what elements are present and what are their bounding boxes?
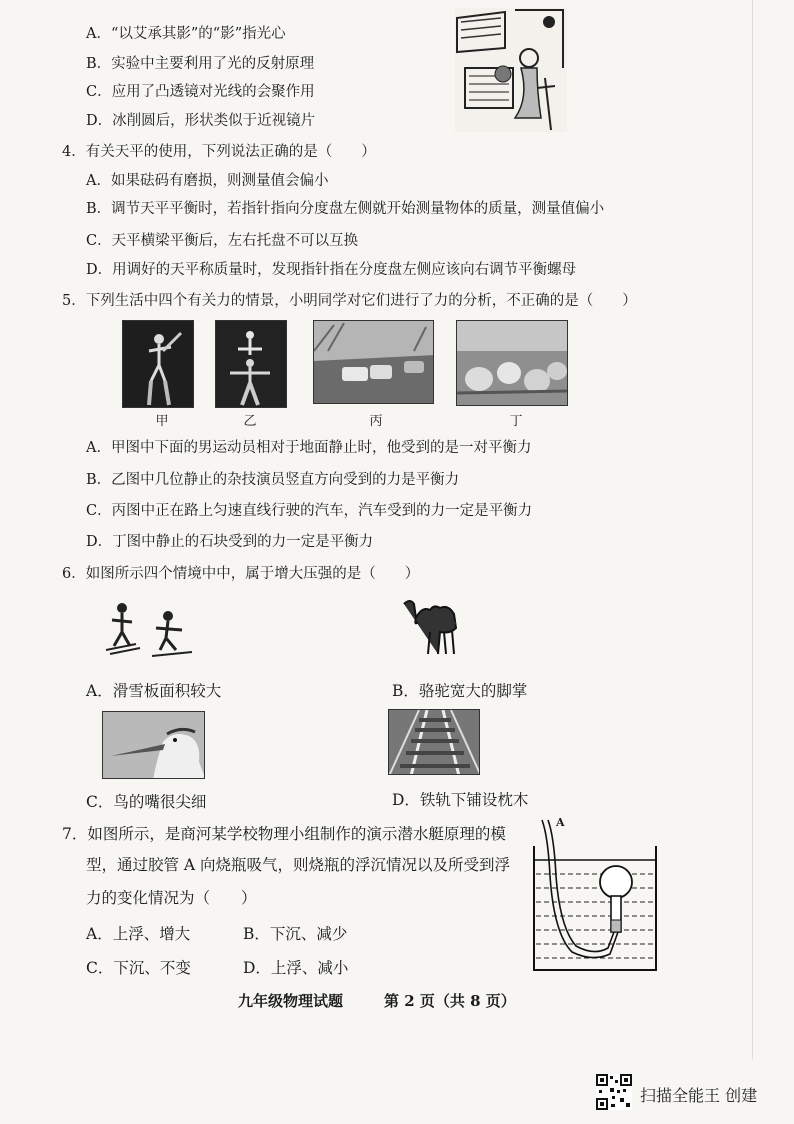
railway-sleepers-photo (388, 709, 480, 775)
q6-option-c: C．鸟的嘴很尖细 (86, 793, 207, 811)
caption-bing: 丙 (369, 414, 383, 429)
q6-option-a: A．滑雪板面积较大 (86, 682, 222, 700)
q7-option-b: B．下沉、减少 (243, 925, 348, 943)
stones-field-photo (456, 320, 568, 406)
heron-beak-photo (102, 711, 205, 779)
q7-option-d: D．上浮、减小 (243, 959, 349, 977)
footer-subject: 九年级物理试题 (238, 992, 344, 1010)
q7-option-c: C．下沉、不变 (86, 959, 191, 977)
q4-option-b: B．调节天平平衡时，若指针指向分度盘左侧就开始测量物体的质量，测量值偏小 (86, 201, 605, 217)
skiers-image (104, 600, 196, 660)
submarine-model-diagram (532, 816, 660, 974)
q3-option-b: B．实验中主要利用了光的反射原理 (86, 56, 315, 72)
q3-option-d: D．冰削圆后，形状类似于近视镜片 (86, 113, 316, 129)
q3-option-a: A．“以艾承其影”的“影”指光心 (86, 26, 286, 42)
caption-yi: 乙 (243, 414, 257, 429)
page-fold-line (752, 0, 753, 1060)
q4-option-d: D．用调好的天平称质量时，发现指针指在分度盘左侧应该向右调节平衡螺母 (86, 262, 577, 278)
q5-option-d: D．丁图中静止的石块受到的力一定是平衡力 (86, 534, 374, 550)
q5-option-c: C．丙图中正在路上匀速直线行驶的汽车，汽车受到的力一定是平衡力 (86, 503, 533, 519)
scanner-watermark-text: 扫描全能王 创建 (640, 1086, 758, 1105)
q7-stem-line2: 型，通过胶管 A 向烧瓶吸气，则烧瓶的浮沉情况以及所受到浮 (86, 856, 511, 874)
q4-option-c: C．天平横梁平衡后，左右托盘不可以互换 (86, 233, 359, 249)
q6-option-b: B．骆驼宽大的脚掌 (392, 682, 528, 700)
q6-stem: 6．如图所示四个情境中中，属于增大压强的是（ ） (62, 566, 420, 582)
tube-label-a: A (556, 816, 565, 829)
acrobat-stack-photo (215, 320, 287, 408)
q3-option-c: C．应用了凸透镜对光线的会聚作用 (86, 84, 315, 100)
ancient-illustration-image (455, 8, 567, 132)
q6-option-d: D．铁轨下铺设枕木 (392, 791, 529, 809)
q7-option-a: A．上浮、增大 (86, 925, 191, 943)
q7-stem-line1: 7．如图所示，是商河某学校物理小组制作的演示潜水艇原理的模 (62, 825, 506, 843)
cars-on-road-photo (313, 320, 434, 404)
qr-code-icon (596, 1074, 632, 1110)
q4-stem: 4．有关天平的使用，下列说法正确的是（ ） (62, 144, 376, 160)
caption-ding: 丁 (509, 414, 523, 429)
q5-option-a: A．甲图中下面的男运动员相对于地面静止时，他受到的是一对平衡力 (86, 440, 532, 456)
camel-image (400, 596, 462, 658)
caption-jia: 甲 (155, 414, 169, 429)
q7-stem-line3: 力的变化情况为（ ） (86, 889, 257, 907)
q4-option-a: A．如果砝码有磨损，则测量值会偏小 (86, 173, 329, 189)
q5-stem: 5．下列生活中四个有关力的情景，小明同学对它们进行了力的分析，不正确的是（ ） (62, 293, 637, 309)
footer-page-number: 第 2 页（共 8 页） (384, 992, 516, 1010)
q5-option-b: B．乙图中几位静止的杂技演员竖直方向受到的力是平衡力 (86, 472, 460, 488)
acrobat-pair-photo (122, 320, 194, 408)
